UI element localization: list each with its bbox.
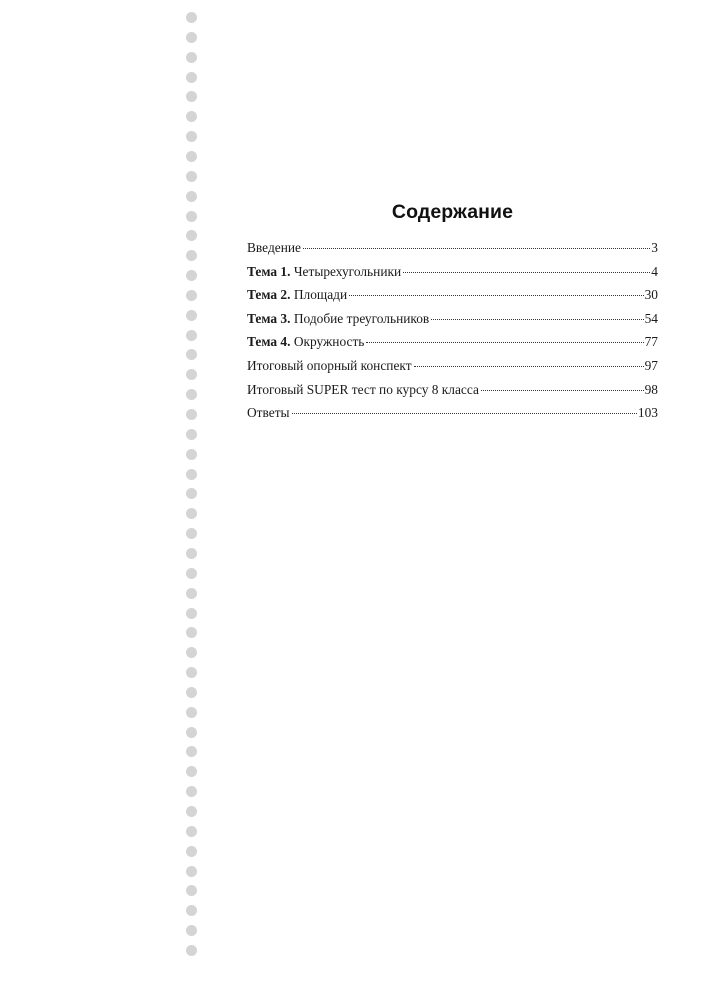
toc-entry-text: Итоговый опорный конспект <box>247 357 412 373</box>
toc-entry-text: Площади <box>293 287 348 303</box>
toc-entry-text: Итоговый SUPER тест по курсу 8 класса <box>247 381 479 397</box>
toc-entry-label <box>247 307 429 331</box>
binding-hole <box>186 32 197 43</box>
binding-hole <box>186 111 197 122</box>
dot-leader <box>366 342 643 343</box>
binding-hole <box>186 826 197 837</box>
toc-entry-page: 97 <box>644 357 658 373</box>
toc-title: Содержание <box>391 201 514 223</box>
toc-entry <box>247 260 658 284</box>
binding-hole <box>186 349 197 360</box>
binding-hole <box>186 310 197 321</box>
toc-entry-label <box>247 330 364 354</box>
toc-entry-page: 30 <box>644 287 658 303</box>
binding-hole <box>186 806 197 817</box>
dot-leader <box>303 248 650 249</box>
binding-hole <box>186 746 197 757</box>
binding-hole <box>186 528 197 539</box>
toc-entry-label <box>247 354 412 378</box>
toc-entry-text: Введение <box>247 240 301 255</box>
binding-hole <box>186 429 197 440</box>
binding-hole <box>186 627 197 638</box>
binding-hole <box>186 608 197 619</box>
binding-hole <box>186 667 197 678</box>
binding-hole <box>186 568 197 579</box>
toc-entry-text: Четырехугольники <box>293 263 402 279</box>
binding-hole <box>186 91 197 102</box>
toc-entry <box>247 307 658 331</box>
toc-entry-page: 103 <box>637 405 658 421</box>
toc-entry-prefix: Тема 2. <box>247 287 291 303</box>
toc-entry-label <box>247 283 347 307</box>
binding-hole <box>186 687 197 698</box>
binding-hole <box>186 369 197 380</box>
binding-hole <box>186 508 197 519</box>
toc-entry <box>247 401 658 425</box>
toc-entry-text: Ответы <box>247 405 290 421</box>
binding-hole <box>186 647 197 658</box>
binding-hole <box>186 449 197 460</box>
binding-hole <box>186 270 197 281</box>
binding-hole <box>186 766 197 777</box>
toc-entry-text: Подобие треугольников <box>293 310 430 326</box>
toc-entry-prefix: Тема 4. <box>247 334 291 350</box>
binding-hole <box>186 727 197 738</box>
dot-leader <box>292 413 637 414</box>
dot-leader <box>403 272 650 273</box>
toc-entry-label <box>247 401 290 425</box>
binding-hole <box>186 171 197 182</box>
binding-hole <box>186 905 197 916</box>
dot-leader <box>431 319 643 320</box>
binding-hole <box>186 250 197 261</box>
binding-hole <box>186 230 197 241</box>
toc-entry-page: 54 <box>644 310 658 326</box>
binding-hole <box>186 131 197 142</box>
binding-hole <box>186 548 197 559</box>
binding-hole <box>186 925 197 936</box>
toc-entry-text: Окружность <box>293 334 365 350</box>
table-of-contents <box>247 236 658 425</box>
binding-hole <box>186 290 197 301</box>
dot-leader <box>349 295 643 296</box>
binding-hole <box>186 389 197 400</box>
binding-hole <box>186 885 197 896</box>
binding-hole <box>186 72 197 83</box>
toc-entry-label <box>247 236 301 260</box>
binding-hole <box>186 866 197 877</box>
binding-hole <box>186 211 197 222</box>
binding-hole <box>186 52 197 63</box>
binding-hole <box>186 707 197 718</box>
binding-hole <box>186 12 197 23</box>
toc-entry <box>247 378 658 402</box>
toc-entry-page: 3 <box>651 240 658 255</box>
dot-leader <box>414 366 644 367</box>
toc-entry-page: 98 <box>644 381 658 397</box>
binding-hole <box>186 191 197 202</box>
binding-hole <box>186 846 197 857</box>
binding-hole <box>186 330 197 341</box>
toc-entry <box>247 330 658 354</box>
toc-entry-prefix: Тема 3. <box>247 310 291 326</box>
toc-entry-page: 77 <box>644 334 658 350</box>
toc-entry-prefix: Тема 1. <box>247 263 291 279</box>
binding-hole <box>186 151 197 162</box>
toc-entry <box>247 283 658 307</box>
binding-hole <box>186 786 197 797</box>
binding-hole <box>186 488 197 499</box>
binding-hole <box>186 588 197 599</box>
toc-entry <box>247 354 658 378</box>
binding-hole <box>186 469 197 480</box>
binding-hole <box>186 409 197 420</box>
toc-entry-page: 4 <box>651 263 658 279</box>
toc-entry-label <box>247 260 401 284</box>
binding-hole <box>186 945 197 956</box>
dot-leader <box>481 390 644 391</box>
ring-binding <box>186 6 198 996</box>
toc-entry <box>247 236 658 260</box>
toc-entry-label <box>247 378 479 402</box>
